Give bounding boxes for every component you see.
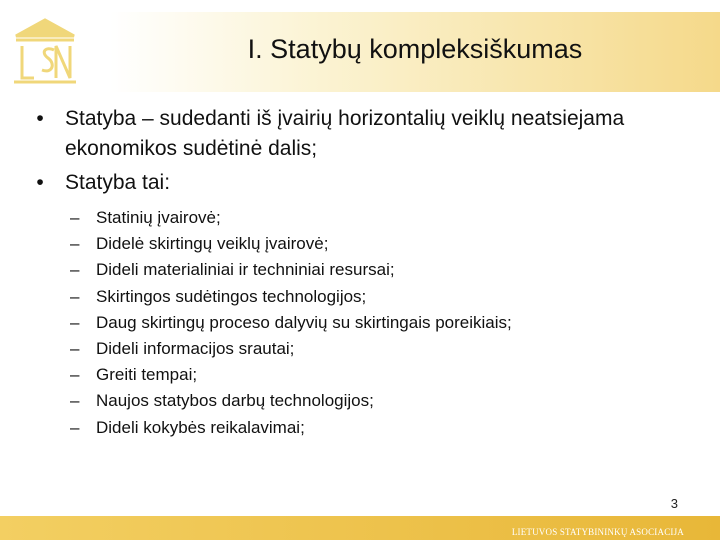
sub-bullet-text: Dideli informacijos srautai; xyxy=(96,339,295,359)
dash-glyph: – xyxy=(70,312,80,332)
bullet-item xyxy=(30,168,690,198)
bullet-text: Statyba tai: xyxy=(65,171,171,194)
sub-bullet-item xyxy=(70,388,690,414)
bullet-glyph: • xyxy=(36,171,44,194)
sub-bullet-list xyxy=(70,205,690,441)
bullet-text: Statyba – sudedanti iš įvairių horizontalių veiklų neatsiejama ekonomikos sudėtinė dalis; xyxy=(65,107,625,160)
footer-organization: LIETUVOS STATYBININKŲ ASOCIACIJA xyxy=(511,527,684,537)
dash-glyph: – xyxy=(70,365,80,385)
lsa-building-logo-icon xyxy=(10,16,80,86)
sub-bullet-text: Dideli materialiniai ir techniniai resursai; xyxy=(96,260,395,280)
sub-bullet-item xyxy=(70,205,690,231)
bullet-glyph: • xyxy=(36,107,44,130)
sub-bullet-text: Statinių įvairovė; xyxy=(96,208,221,227)
sub-bullet-text: Didelė skirtingų veiklų įvairovė; xyxy=(96,234,329,254)
sub-bullet-text: Daug skirtingų proceso dalyvių su skirtingais poreikiais; xyxy=(96,312,512,332)
slide-title: I. Statybų kompleksiškumas xyxy=(247,34,583,64)
sub-bullet-item xyxy=(70,336,690,362)
dash-glyph: – xyxy=(70,208,80,227)
sub-bullet-text: Dideli kokybės reikalavimai; xyxy=(96,417,305,437)
dash-glyph: – xyxy=(70,391,80,411)
sub-bullet-item xyxy=(70,231,690,257)
bullet-list xyxy=(30,104,690,202)
sub-bullet-text: Greiti tempai; xyxy=(96,365,198,385)
sub-bullet-item xyxy=(70,415,690,441)
sub-bullet-item xyxy=(70,257,690,283)
dash-glyph: – xyxy=(70,260,80,280)
sub-bullet-text: Skirtingos sudėtingos technologijos; xyxy=(96,286,367,306)
dash-glyph: – xyxy=(70,286,80,306)
page-number: 3 xyxy=(670,496,678,511)
sub-bullet-item xyxy=(70,284,690,310)
sub-bullet-text: Naujos statybos darbų technologijos; xyxy=(96,391,374,411)
sub-bullet-item xyxy=(70,310,690,336)
dash-glyph: – xyxy=(70,417,80,437)
dash-glyph: – xyxy=(70,339,80,359)
bullet-item xyxy=(30,104,690,164)
sub-bullet-item xyxy=(70,362,690,388)
dash-glyph: – xyxy=(70,234,80,254)
